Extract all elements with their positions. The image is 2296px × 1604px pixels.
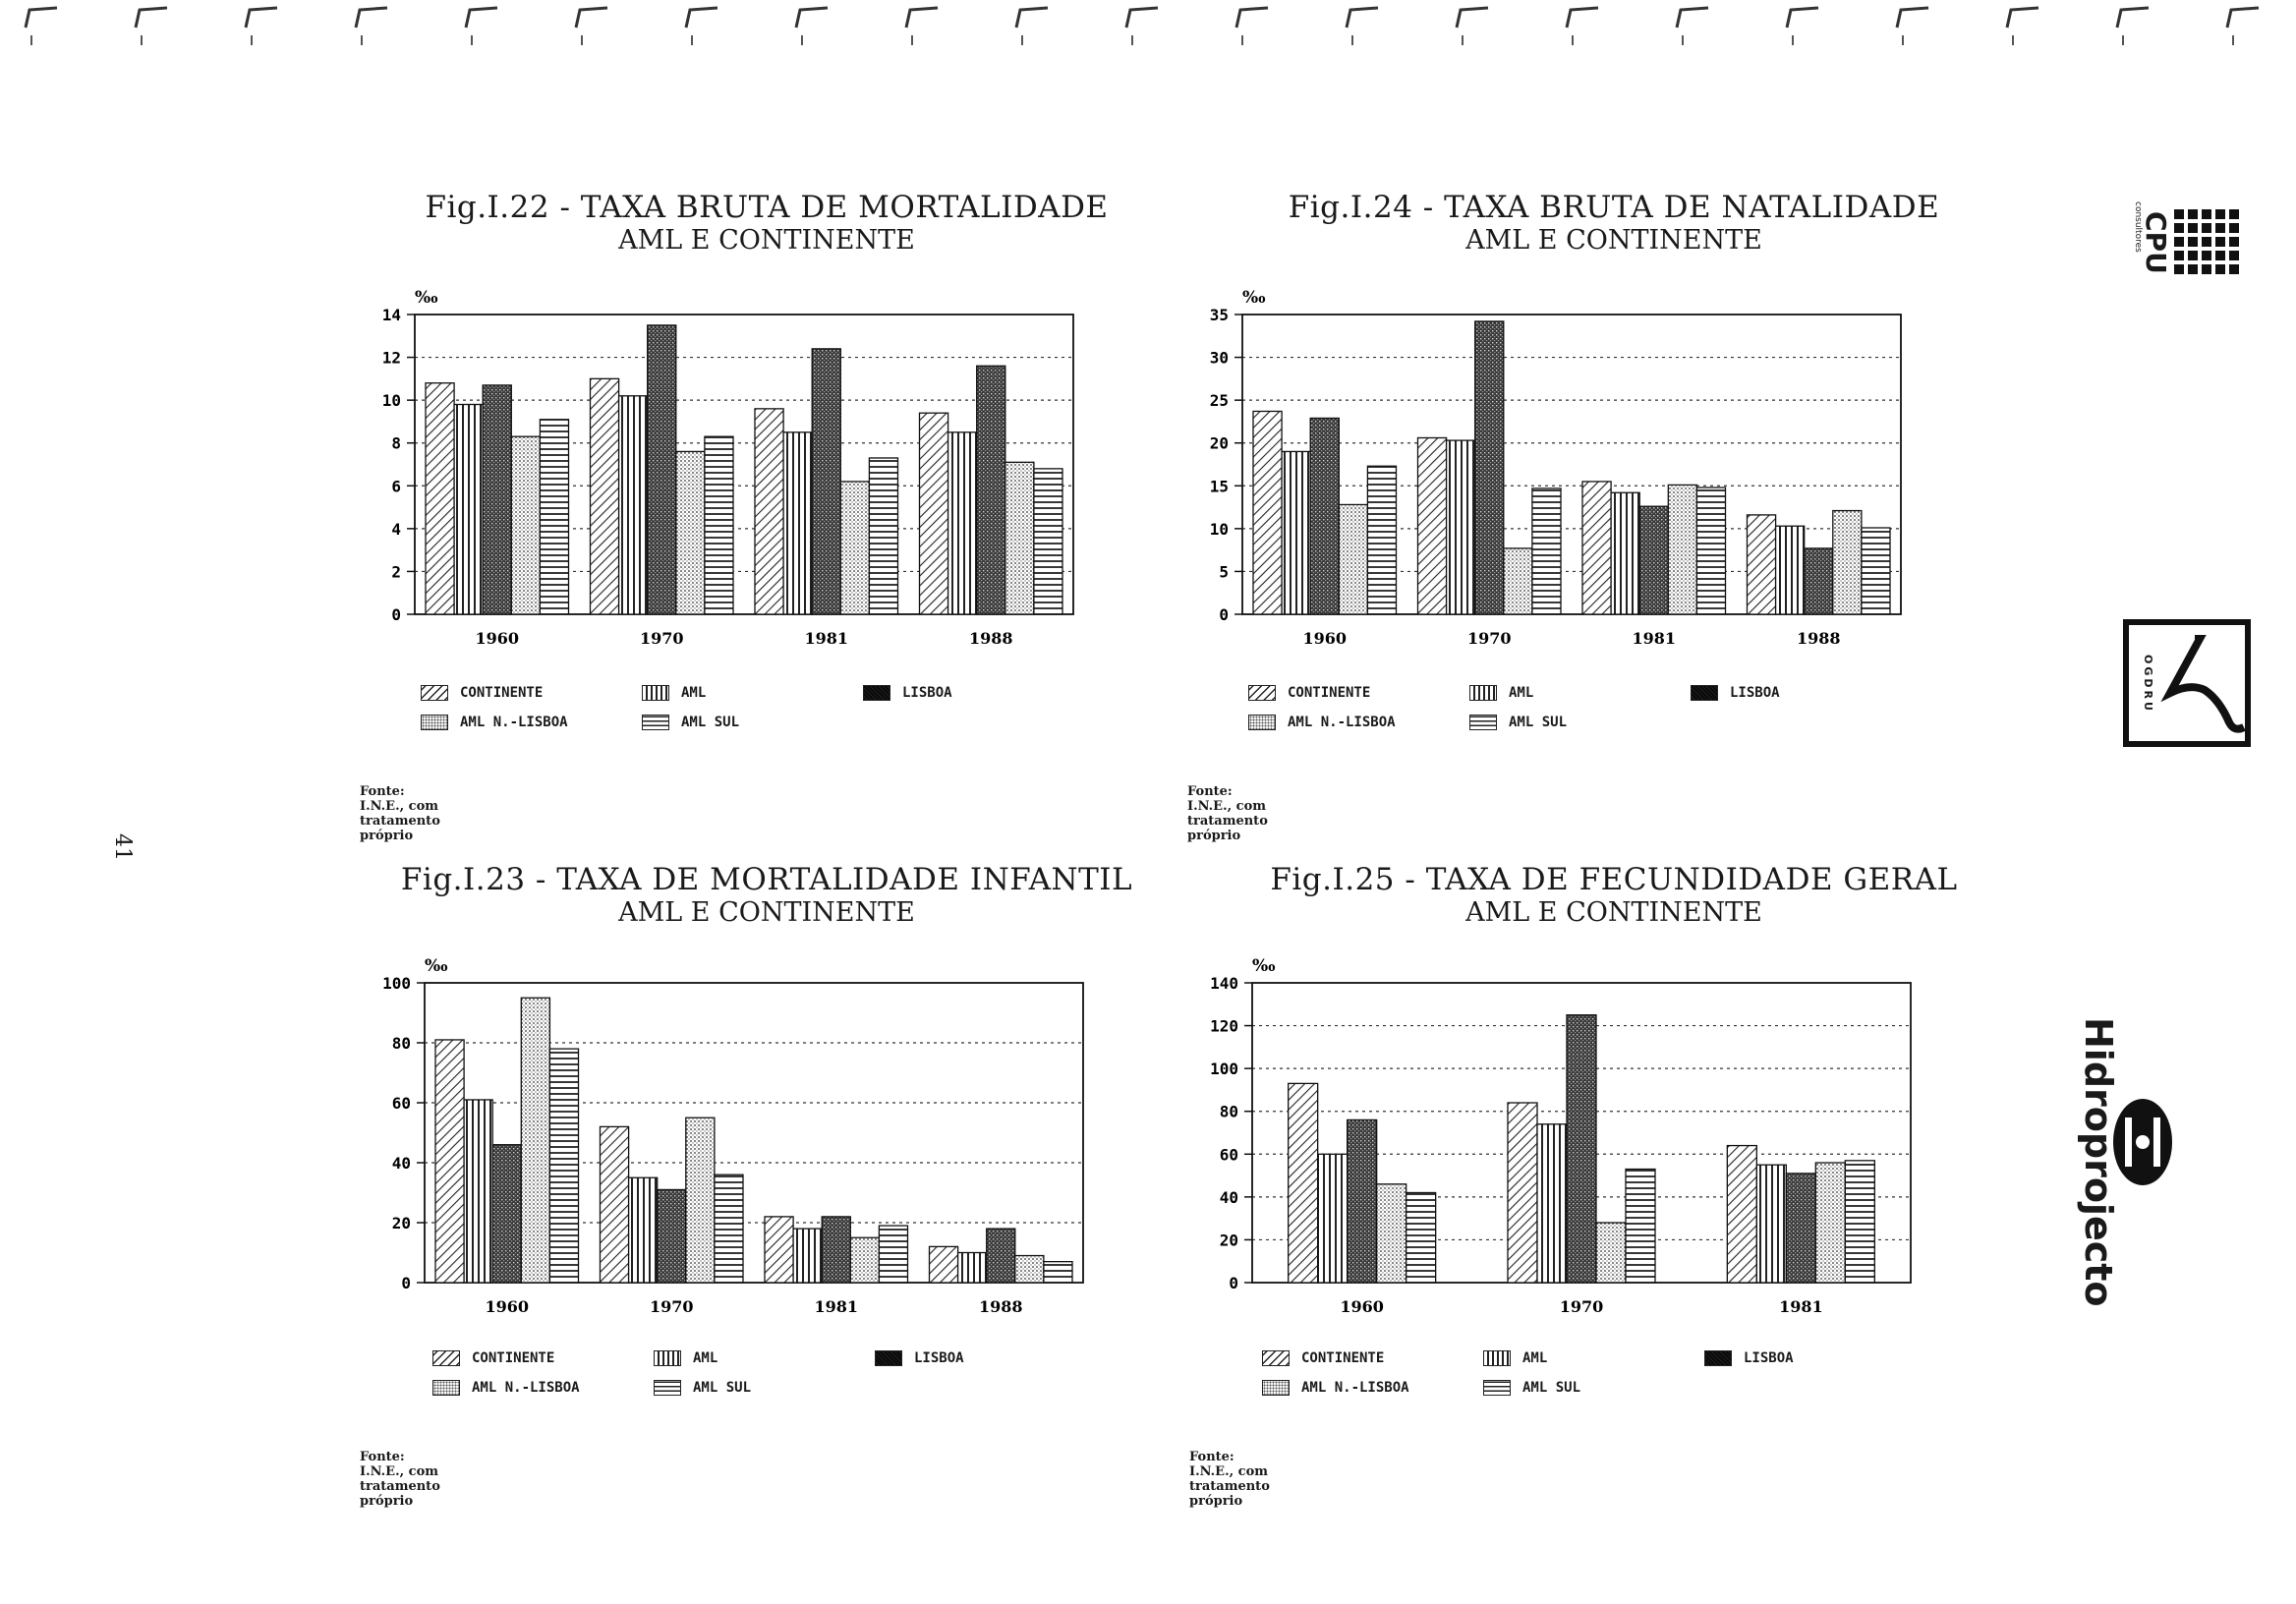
y-tick-label: 60 xyxy=(391,1094,411,1113)
swatch-horizontal xyxy=(654,1380,681,1396)
y-tick-label: 0 xyxy=(391,605,401,624)
bar xyxy=(1567,1015,1596,1283)
swatch-horizontal xyxy=(1469,715,1497,730)
legend-label: CONTINENTE xyxy=(472,1350,555,1366)
cpu-dot xyxy=(2174,209,2184,219)
swatch-dark xyxy=(875,1350,902,1366)
swatch-dark xyxy=(863,685,890,701)
bar xyxy=(1034,469,1062,614)
x-tick-label: 1981 xyxy=(814,1297,859,1316)
cpu-dot xyxy=(2229,209,2239,219)
chart-svg xyxy=(1181,275,1928,668)
binding-hole xyxy=(246,8,277,28)
x-tick-label: 1960 xyxy=(475,629,520,648)
bar xyxy=(648,325,676,614)
cpu-dot xyxy=(2174,223,2184,233)
legend-item-aml-sul xyxy=(642,715,739,730)
bar xyxy=(977,366,1005,614)
binding-hole xyxy=(1677,8,1708,28)
bar xyxy=(1815,1163,1845,1283)
binding-hole xyxy=(906,8,938,28)
bar xyxy=(1639,506,1668,614)
cpu-dot xyxy=(2229,264,2239,274)
cpu-logo-text: CPU xyxy=(2140,211,2172,274)
swatch-vertical xyxy=(1483,1350,1511,1366)
swatch-diagonal xyxy=(1248,685,1276,701)
y-tick-label: 10 xyxy=(381,391,401,411)
legend-item-aml-sul xyxy=(654,1380,751,1396)
y-tick-label: 140 xyxy=(1210,974,1238,993)
chart-svg xyxy=(354,275,1101,668)
bar xyxy=(987,1229,1015,1283)
bar xyxy=(1862,528,1890,614)
bar xyxy=(511,436,540,614)
cpu-dot xyxy=(2229,223,2239,233)
binding-hole xyxy=(1126,8,1158,28)
swatch-dotted xyxy=(432,1380,460,1396)
bar xyxy=(1833,511,1862,614)
legend-label: AML SUL xyxy=(693,1380,752,1396)
x-tick-label: 1988 xyxy=(978,1297,1023,1316)
y-tick-label: 20 xyxy=(1219,1231,1238,1250)
legend-item-lisboa xyxy=(863,685,952,701)
y-tick-label: 12 xyxy=(381,348,401,368)
legend-label: CONTINENTE xyxy=(1301,1350,1385,1366)
bar xyxy=(619,396,648,614)
cpu-dot xyxy=(2215,223,2225,233)
binding-hole xyxy=(26,8,57,28)
legend-label: AML N.-LISBOA xyxy=(1288,715,1396,730)
y-tick-label: 120 xyxy=(1210,1016,1238,1036)
legend-label: LISBOA xyxy=(902,685,952,701)
legend-item-lisboa xyxy=(1704,1350,1794,1366)
legend-item-aml-n-lisboa xyxy=(432,1380,580,1396)
y-tick-label: 5 xyxy=(1219,562,1229,582)
bar xyxy=(426,383,454,614)
y-unit-label: ‰ xyxy=(1252,956,1276,976)
chart-svg xyxy=(1191,944,1938,1337)
y-tick-label: 60 xyxy=(1219,1145,1238,1165)
swatch-diagonal xyxy=(432,1350,460,1366)
bar xyxy=(1805,548,1833,614)
bar xyxy=(869,458,897,614)
y-tick-label: 25 xyxy=(1209,391,1229,411)
y-tick-label: 100 xyxy=(1210,1060,1238,1079)
legend-item-aml xyxy=(654,1350,718,1366)
bar xyxy=(1626,1170,1655,1283)
legend-label: AML SUL xyxy=(1509,715,1568,730)
y-tick-label: 35 xyxy=(1209,306,1229,324)
bar xyxy=(1447,440,1475,614)
binding-hole xyxy=(1457,8,1488,28)
legend-item-aml xyxy=(1469,685,1533,701)
binding-strip xyxy=(0,0,2296,59)
bar xyxy=(948,432,977,614)
legend-label: AML SUL xyxy=(681,715,740,730)
bar xyxy=(1845,1161,1874,1283)
swatch-horizontal xyxy=(1483,1380,1511,1396)
cpu-dot xyxy=(2188,223,2198,233)
legend-label: CONTINENTE xyxy=(460,685,544,701)
cpu-dot xyxy=(2229,251,2239,260)
cpu-logo xyxy=(2113,201,2251,290)
chart-subtitle: AML E CONTINENTE xyxy=(1465,225,1762,256)
binding-hole xyxy=(1567,8,1598,28)
y-tick-label: 40 xyxy=(391,1154,411,1173)
bar xyxy=(1406,1193,1436,1284)
y-tick-label: 6 xyxy=(391,477,401,496)
bar xyxy=(1339,504,1367,614)
swatch-diagonal xyxy=(1262,1350,1290,1366)
bar xyxy=(1348,1119,1377,1283)
bar xyxy=(629,1177,658,1283)
bar xyxy=(1776,526,1805,614)
cpu-dot-grid xyxy=(2174,209,2243,278)
y-tick-label: 20 xyxy=(391,1214,411,1232)
legend-label: AML xyxy=(681,685,707,701)
y-tick-label: 0 xyxy=(1219,605,1229,624)
bar xyxy=(1532,488,1561,614)
cpu-dot xyxy=(2202,209,2211,219)
bar xyxy=(492,1145,521,1283)
legend-label: LISBOA xyxy=(914,1350,964,1366)
x-tick-label: 1988 xyxy=(1796,629,1841,648)
bar xyxy=(1367,466,1396,614)
x-tick-label: 1960 xyxy=(485,1297,530,1316)
y-tick-label: 80 xyxy=(391,1034,411,1053)
bar xyxy=(1318,1154,1348,1283)
y-tick-label: 14 xyxy=(381,306,401,324)
bar xyxy=(1786,1174,1815,1283)
bar xyxy=(1611,492,1639,614)
binding-hole xyxy=(1236,8,1268,28)
swatch-dotted xyxy=(1248,715,1276,730)
bar xyxy=(1310,418,1339,614)
chart-title: Fig.I.22 - TAXA BRUTA DE MORTALIDADE xyxy=(425,190,1109,225)
bar xyxy=(1418,437,1447,614)
bar xyxy=(1537,1124,1567,1283)
cpu-dot xyxy=(2174,251,2184,260)
bar xyxy=(540,420,568,614)
legend-label: LISBOA xyxy=(1730,685,1780,701)
cpu-dot xyxy=(2215,237,2225,247)
bar xyxy=(1289,1083,1318,1283)
bar xyxy=(1475,321,1504,614)
legend-label: LISBOA xyxy=(1744,1350,1794,1366)
bar xyxy=(840,482,869,614)
x-tick-label: 1981 xyxy=(1632,629,1677,648)
binding-hole xyxy=(686,8,718,28)
y-tick-label: 0 xyxy=(1229,1274,1238,1292)
legend-label: AML N.-LISBOA xyxy=(1301,1380,1409,1396)
chart-title: Fig.I.23 - TAXA DE MORTALIDADE INFANTIL xyxy=(400,862,1133,897)
cpu-dot xyxy=(2202,223,2211,233)
binding-hole xyxy=(1347,8,1378,28)
swatch-vertical xyxy=(1469,685,1497,701)
bar xyxy=(1748,515,1776,614)
chart-svg xyxy=(364,944,1111,1337)
legend-item-aml-sul xyxy=(1469,715,1567,730)
y-tick-label: 4 xyxy=(391,519,401,539)
binding-hole xyxy=(796,8,828,28)
legend-label: AML xyxy=(1522,1350,1548,1366)
legend-item-aml xyxy=(1483,1350,1547,1366)
bar xyxy=(812,349,840,614)
binding-hole xyxy=(576,8,607,28)
cpu-dot xyxy=(2202,264,2211,274)
y-tick-label: 8 xyxy=(391,433,401,453)
y-tick-label: 80 xyxy=(1219,1102,1238,1121)
bar xyxy=(850,1237,879,1283)
bar xyxy=(483,385,511,614)
x-tick-label: 1981 xyxy=(1779,1297,1823,1316)
legend-label: AML xyxy=(693,1350,718,1366)
cpu-dot xyxy=(2215,264,2225,274)
cpu-dot xyxy=(2174,237,2184,247)
source-note: Fonte: I.N.E., com tratamento próprio xyxy=(1187,784,1268,843)
x-tick-label: 1970 xyxy=(1559,1297,1604,1316)
legend-item-aml-n-lisboa xyxy=(421,715,568,730)
legend-item-aml-n-lisboa xyxy=(1248,715,1396,730)
bar xyxy=(930,1246,958,1283)
legend-item-continente xyxy=(421,685,543,701)
bar xyxy=(601,1126,629,1283)
bar xyxy=(958,1253,987,1284)
binding-hole xyxy=(1787,8,1818,28)
bar xyxy=(783,432,812,614)
binding-hole xyxy=(136,8,167,28)
cpu-dot xyxy=(2188,264,2198,274)
bar xyxy=(521,998,549,1283)
y-tick-label: 20 xyxy=(1209,433,1229,453)
source-note: Fonte: I.N.E., com tratamento próprio xyxy=(360,1450,440,1509)
cpu-dot xyxy=(2188,237,2198,247)
bar xyxy=(793,1229,822,1283)
x-tick-label: 1970 xyxy=(649,1297,694,1316)
x-tick-label: 1970 xyxy=(639,629,684,648)
bar xyxy=(464,1100,492,1283)
x-tick-label: 1981 xyxy=(804,629,849,648)
bar xyxy=(920,413,948,614)
swatch-dark xyxy=(1691,685,1718,701)
swatch-dark xyxy=(1704,1350,1732,1366)
bar xyxy=(591,378,619,614)
bar xyxy=(435,1040,464,1283)
cpu-dot xyxy=(2229,237,2239,247)
y-tick-label: 100 xyxy=(382,974,411,993)
binding-hole xyxy=(2007,8,2038,28)
binding-hole xyxy=(466,8,497,28)
chart-title: Fig.I.25 - TAXA DE FECUNDIDADE GERAL xyxy=(1270,862,1958,897)
legend-label: AML SUL xyxy=(1522,1380,1581,1396)
swatch-vertical xyxy=(642,685,669,701)
cpu-dot xyxy=(2215,209,2225,219)
cpu-dot xyxy=(2188,209,2198,219)
bar xyxy=(1377,1184,1406,1283)
y-tick-label: 40 xyxy=(1219,1187,1238,1207)
bar xyxy=(1582,482,1611,614)
cpu-dot xyxy=(2202,251,2211,260)
legend-item-continente xyxy=(1248,685,1370,701)
legend-item-continente xyxy=(432,1350,554,1366)
x-tick-label: 1970 xyxy=(1466,629,1512,648)
bar xyxy=(715,1174,743,1283)
y-tick-label: 15 xyxy=(1209,477,1229,496)
legend-item-lisboa xyxy=(875,1350,964,1366)
bar xyxy=(686,1117,715,1283)
binding-hole xyxy=(356,8,387,28)
legend-item-lisboa xyxy=(1691,685,1780,701)
chart-subtitle: AML E CONTINENTE xyxy=(1465,897,1762,928)
cpu-dot xyxy=(2188,251,2198,260)
x-tick-label: 1960 xyxy=(1302,629,1348,648)
binding-hole xyxy=(2227,8,2259,28)
legend-label: AML N.-LISBOA xyxy=(460,715,568,730)
x-tick-label: 1960 xyxy=(1340,1297,1384,1316)
cpu-dot xyxy=(2202,237,2211,247)
bar xyxy=(1044,1262,1072,1283)
bar xyxy=(676,451,705,614)
cpu-logo-subtext: consultores xyxy=(2133,201,2143,253)
ogdru-swoosh-icon xyxy=(2151,629,2249,737)
swatch-dotted xyxy=(1262,1380,1290,1396)
swatch-dotted xyxy=(421,715,448,730)
swatch-vertical xyxy=(654,1350,681,1366)
bar xyxy=(1596,1223,1626,1283)
ogdru-logo-text: OGDRU xyxy=(2142,655,2154,714)
swatch-horizontal xyxy=(642,715,669,730)
bar xyxy=(1504,548,1532,614)
bar xyxy=(765,1217,793,1283)
legend-item-aml-n-lisboa xyxy=(1262,1380,1409,1396)
y-tick-label: 10 xyxy=(1209,519,1229,539)
bar xyxy=(1696,487,1725,614)
bar xyxy=(1282,451,1310,614)
chart-subtitle: AML E CONTINENTE xyxy=(618,897,915,928)
legend-item-continente xyxy=(1262,1350,1384,1366)
x-tick-label: 1988 xyxy=(968,629,1013,648)
y-unit-label: ‰ xyxy=(1242,288,1266,308)
y-tick-label: 30 xyxy=(1209,348,1229,368)
hidroprojecto-logo-text: Hidroprojecto xyxy=(2077,1017,2120,1307)
ogdru-box-logo xyxy=(2123,619,2251,747)
bar xyxy=(1253,411,1282,614)
y-unit-label: ‰ xyxy=(415,288,438,308)
legend-item-aml xyxy=(642,685,706,701)
legend-item-aml-sul xyxy=(1483,1380,1580,1396)
bar xyxy=(658,1189,686,1283)
legend-label: AML xyxy=(1509,685,1534,701)
chart-subtitle: AML E CONTINENTE xyxy=(618,225,915,256)
binding-hole xyxy=(2117,8,2149,28)
bar xyxy=(1005,462,1034,614)
bar xyxy=(705,436,733,614)
source-note: Fonte: I.N.E., com tratamento próprio xyxy=(1189,1450,1270,1509)
y-tick-label: 2 xyxy=(391,562,401,582)
cpu-dot xyxy=(2174,264,2184,274)
bar xyxy=(1727,1146,1756,1283)
chart-title: Fig.I.24 - TAXA BRUTA DE NATALIDADE xyxy=(1288,190,1940,225)
page-number: 41 xyxy=(110,833,135,861)
legend-label: AML N.-LISBOA xyxy=(472,1380,580,1396)
bar xyxy=(1668,485,1696,614)
bar xyxy=(755,409,783,614)
bar xyxy=(1508,1103,1537,1283)
cpu-dot xyxy=(2215,251,2225,260)
legend-label: CONTINENTE xyxy=(1288,685,1371,701)
y-unit-label: ‰ xyxy=(425,956,448,976)
bar xyxy=(549,1049,578,1283)
bar xyxy=(1015,1256,1044,1283)
bar xyxy=(879,1226,907,1283)
source-note: Fonte: I.N.E., com tratamento próprio xyxy=(360,784,440,843)
bar xyxy=(822,1217,850,1283)
swatch-diagonal xyxy=(421,685,448,701)
y-tick-label: 0 xyxy=(401,1274,411,1292)
binding-hole xyxy=(1016,8,1048,28)
bar xyxy=(454,405,483,615)
bar xyxy=(1756,1165,1786,1283)
binding-hole xyxy=(1897,8,1928,28)
